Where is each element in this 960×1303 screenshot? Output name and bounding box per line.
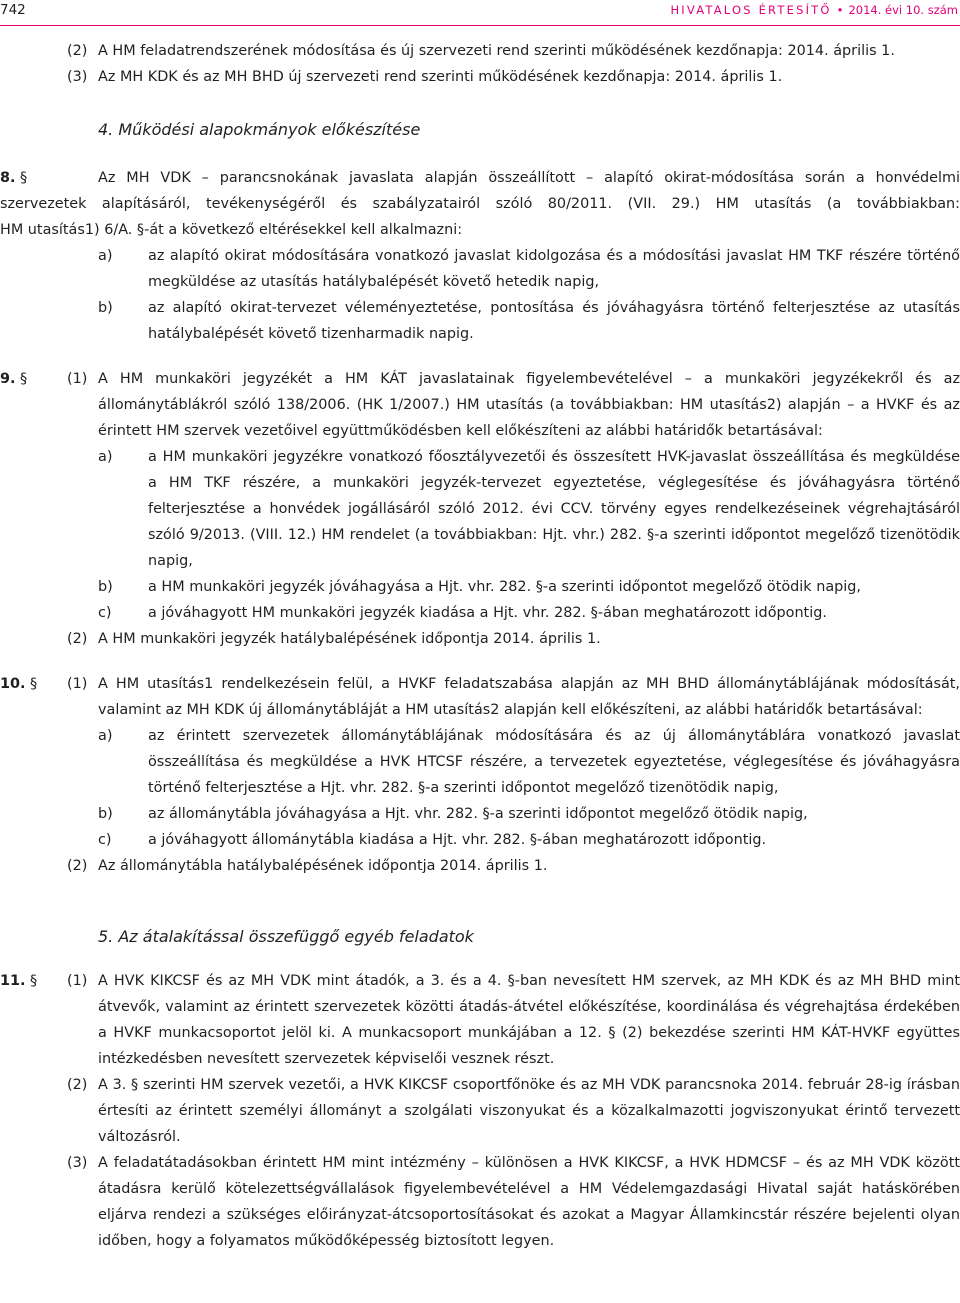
- section-mark: §: [20, 371, 28, 387]
- section-number: 11.: [0, 973, 26, 989]
- paragraph-3: [0, 1151, 960, 1255]
- paragraph-1: [0, 672, 960, 854]
- list-item-b: [0, 296, 960, 348]
- paragraph-number: (1): [67, 371, 88, 387]
- section-number: 8.: [0, 170, 16, 186]
- text-line: átadásra kerülő kötelezettségvállalások figyelembevételével a HM Védelemgazdasági Hivatal saját hatáskörében: [98, 1181, 960, 1197]
- text-line: megküldése az utasítás hatálybalépését követő hetedik napig,: [148, 274, 600, 290]
- page-header: [0, 0, 960, 22]
- journal-name: HIVATALOS ÉRTESÍTŐ: [670, 3, 832, 17]
- text-line: A feladatátadásokban érintett HM mint intézmény – különösen a HVK KIKCSF, a HVK HDMCSF – és az MH VDK között: [98, 1155, 960, 1171]
- list-item-b: [98, 802, 960, 828]
- bullet-separator: •: [836, 3, 844, 17]
- intro-paragraph-2: [0, 39, 960, 65]
- paragraph-2: [0, 1073, 960, 1151]
- section-mark: §: [20, 170, 28, 186]
- item-key: a): [98, 248, 113, 264]
- item-key: b): [98, 806, 113, 822]
- paragraph-2: [0, 854, 960, 880]
- paragraph-number: (2): [67, 43, 88, 59]
- text-line: az alapító okirat módosítására vonatkozó javaslat kidolgozása és a módosítási javaslat HM TKF részére történő: [148, 248, 960, 264]
- item-key: a): [98, 449, 113, 465]
- text-line: az állománytábla jóváhagyása a Hjt. vhr. 282. §-a szerinti időpontot megelőző ötödik napig,: [148, 806, 808, 822]
- text-line: eljárva rendezi a szükséges előirányzat-átcsoportosításokat és azokat a Magyar Államkincstár részére bejelenti olyan: [98, 1207, 960, 1223]
- text-line: a HVKF munkacsoportot jelöl ki. A munkacsoport munkájában a 12. § (2) bekezdése szerinti HM KÁT-HVKF együttes: [98, 1025, 960, 1041]
- running-head: [670, 0, 958, 20]
- paragraph-number: (1): [67, 973, 88, 989]
- list-item-a: [98, 445, 960, 575]
- text-line: A HVK KIKCSF és az MH VDK mint átadók, a 3. és a 4. §-ban nevesített HM szervek, az MH KDK és az MH BHD mint: [98, 973, 960, 989]
- item-key: c): [98, 605, 112, 621]
- paragraph-number: (2): [67, 631, 88, 647]
- text-line: történő felterjesztése a Hjt. vhr. 282. §-a szerinti időpontot megelőző tizenötödik napig,: [148, 780, 779, 796]
- text-line: értesíti az érintett személyi állományt a szolgálati viszonyukat és a közalkalmazotti jogviszonyukat érintő tervezett: [98, 1103, 960, 1119]
- paragraph-number: (2): [67, 858, 88, 874]
- text-line: szóló 9/2013. (VIII. 12.) HM rendelet (a továbbiakban: Hjt. vhr.) 282. §-a szerinti időpontot megelőző tizenötödik: [148, 527, 960, 543]
- text-line: Az MH VDK – parancsnokának javaslata alapján összeállított – alapító okirat-módosítása során a honvédelmi: [98, 170, 960, 186]
- section-10: [0, 672, 960, 880]
- text-line: a jóváhagyott állománytábla kiadása a Hjt. vhr. 282. §-ában meghatározott időpontig.: [148, 832, 767, 848]
- item-key: c): [98, 832, 112, 848]
- paragraph-number: (2): [67, 1077, 88, 1093]
- section-4-title: 4. Működési alapokmányok előkészítése: [98, 120, 421, 139]
- text-line: a HM munkaköri jegyzékre vonatkozó főosztályvezetői és összesített HVK-javaslat összeállítása és megküldése: [148, 449, 960, 465]
- paragraph-1: [0, 367, 960, 627]
- paragraph-1: [0, 969, 960, 1073]
- list-item-c: [98, 601, 960, 627]
- text-line: napig,: [148, 553, 193, 569]
- paragraph-2: [0, 627, 960, 653]
- text-line: A 3. § szerinti HM szervek vezetői, a HVK KIKCSF csoportfőnöke és az MH VDK parancsnoka 2014. február 28-ig írásban: [98, 1077, 960, 1093]
- paragraph-number: (3): [67, 1155, 88, 1171]
- section-8: [0, 166, 960, 348]
- paragraph-number: (3): [67, 69, 88, 85]
- text-line: felterjesztése a honvédek jogállásáról szóló 2012. évi CCV. törvény egyes rendelkezéseinek végrehajtásáról: [148, 501, 960, 517]
- list-item-a: [98, 724, 960, 802]
- item-key: a): [98, 728, 113, 744]
- text-line: Az állománytábla hatálybalépésének időpontja 2014. április 1.: [98, 858, 548, 874]
- text-line: HM utasítás1) 6/A. §-át a következő eltérésekkel kell alkalmazni:: [0, 222, 463, 238]
- text-line: érintett HM szervek vezetőivel együttműködésben kell előkészíteni az alábbi határidők betartásával:: [98, 423, 823, 439]
- text-line: Az MH KDK és az MH BHD új szervezeti rend szerinti működésének kezdőnapja: 2014. április 1.: [98, 69, 783, 85]
- list-item-a: [0, 244, 960, 296]
- item-key: b): [98, 300, 113, 316]
- item-key: b): [98, 579, 113, 595]
- text-line: a jóváhagyott HM munkaköri jegyzék kiadása a Hjt. vhr. 282. §-ában meghatározott időpontig.: [148, 605, 827, 621]
- section-5-title: 5. Az átalakítással összefüggő egyéb feladatok: [98, 927, 474, 946]
- text-line: a HM munkaköri jegyzék jóváhagyása a Hjt. vhr. 282. §-a szerinti időpontot megelőző ötödik napig,: [148, 579, 861, 595]
- text-line: összeállítása és megküldése a HVK HTCSF részére, a tervezetek egyeztetése, véglegesítése és jóváhagyásra: [148, 754, 960, 770]
- text-line: hatálybalépését követő tizenharmadik napig.: [148, 326, 474, 342]
- text-line: változásról.: [98, 1129, 181, 1145]
- intro-paragraph-3: [0, 65, 960, 91]
- section-11: [0, 969, 960, 1255]
- section-mark: §: [30, 973, 38, 989]
- list-item-b: [98, 575, 960, 601]
- text-line: A HM munkaköri jegyzék hatálybalépésének időpontja 2014. április 1.: [98, 631, 601, 647]
- text-line: A HM munkaköri jegyzékét a HM KÁT javaslatainak figyelembevételével – a munkaköri jegyzékekről és az: [98, 371, 960, 387]
- text-line: szervezetek alapításáról, tevékenységéről és szabályzatairól szóló 80/2011. (VII. 29.) HM utasítás (a továbbiakban:: [0, 196, 960, 212]
- page-number: 742: [0, 2, 26, 18]
- paragraph-number: (1): [67, 676, 88, 692]
- section-mark: §: [30, 676, 38, 692]
- issue-label: 2014. évi 10. szám: [848, 3, 958, 17]
- text-line: A HM feladatrendszerének módosítása és új szervezeti rend szerinti működésének kezdőnapja: 2014. április 1.: [98, 43, 895, 59]
- text-line: valamint az MH KDK új állománytábláját a HM utasítás2 alapján kell előkészíteni, az alábbi határidők betartásával:: [98, 702, 923, 718]
- text-line: állománytáblákról szóló 138/2006. (HK 1/2007.) HM utasítás (a továbbiakban: HM utasítás2) alapján – a HVKF és az: [98, 397, 960, 413]
- header-rule: [0, 25, 960, 26]
- section-9: [0, 367, 960, 653]
- text-line: intézkedésben nevesített szervezetek képviselői vesznek részt.: [98, 1051, 555, 1067]
- list-item-c: [98, 828, 960, 854]
- text-line: átvevők, valamint az érintett szervezetek közötti átadás-átvétel előkészítése, koordinálása és végrehajtása érdekében: [98, 999, 960, 1015]
- text-line: a HM TKF részére, a munkaköri jegyzék-tervezet egyeztetése, véglegesítése és jóváhagyásra történő: [148, 475, 960, 491]
- document-body: [0, 39, 960, 1255]
- text-line: A HM utasítás1 rendelkezésein felül, a HVKF feladatszabása alapján az MH BHD állománytáblájának módosítását,: [98, 676, 960, 692]
- text-line: az érintett szervezetek állománytáblájának módosítására és az új állománytáblára vonatkozó javaslat: [148, 728, 960, 744]
- section-number: 9.: [0, 371, 16, 387]
- text-line: az alapító okirat-tervezet véleményeztetése, pontosítása és jóváhagyásra történő felterjesztése az utasítás: [148, 300, 960, 316]
- text-line: időben, hogy a folyamatos működőképesség biztosított legyen.: [98, 1233, 555, 1249]
- section-number: 10.: [0, 676, 26, 692]
